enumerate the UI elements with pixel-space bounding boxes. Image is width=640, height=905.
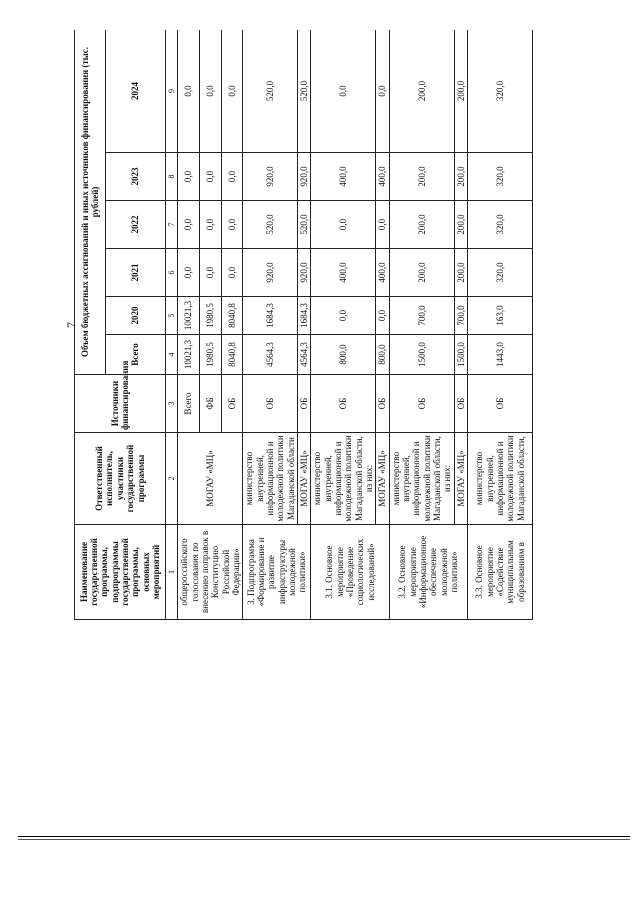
value-cell: 1500,0 <box>389 335 454 375</box>
value-cell: 700,0 <box>454 297 467 335</box>
header-year: 2024 <box>106 30 166 153</box>
source-cell: ОБ <box>311 375 376 433</box>
header-source: Источники финансирования <box>75 375 166 433</box>
value-cell: 700,0 <box>389 297 454 335</box>
header-volume: Объем бюджетных ассигнований и иных источников финансирования (тыс. рублей) <box>75 30 106 375</box>
source-cell: ОБ <box>297 375 310 433</box>
executor-cell: МОГАУ «МЦ» <box>376 433 389 525</box>
source-cell: Всего <box>178 375 200 433</box>
value-cell: 920,0 <box>297 249 310 297</box>
value-cell: 1980,5 <box>199 335 221 375</box>
source-cell: ОБ <box>468 375 533 433</box>
divider-line <box>18 836 630 837</box>
page-number: 7 <box>64 322 78 328</box>
value-cell: 0,0 <box>376 297 389 335</box>
col-number: 9 <box>166 30 178 153</box>
value-cell: 800,0 <box>311 335 376 375</box>
value-cell: 320,0 <box>468 249 533 297</box>
col-number: 3 <box>166 375 178 433</box>
value-cell: 0,0 <box>178 30 200 153</box>
value-cell: 0,0 <box>311 201 376 249</box>
value-cell: 0,0 <box>221 153 243 201</box>
value-cell: 4564,3 <box>297 335 310 375</box>
value-cell: 520,0 <box>297 30 310 153</box>
value-cell: 0,0 <box>199 153 221 201</box>
col-number: 7 <box>166 201 178 249</box>
value-cell: 1684,3 <box>297 297 310 335</box>
value-cell: 0,0 <box>199 30 221 153</box>
value-cell: 10021,3 <box>178 335 200 375</box>
source-cell: ОБ <box>243 375 298 433</box>
program-name: 3.2. Основное мероприятие «Информационное обеспечение молодежной политики» <box>389 525 467 620</box>
value-cell: 0,0 <box>376 30 389 153</box>
value-cell: 520,0 <box>243 201 298 249</box>
value-cell: 400,0 <box>376 249 389 297</box>
executor-cell: МОГАУ «МЦ» <box>454 433 467 525</box>
value-cell: 200,0 <box>389 153 454 201</box>
value-cell: 0,0 <box>221 30 243 153</box>
source-cell: ОБ <box>221 375 243 433</box>
value-cell: 1980,5 <box>199 297 221 335</box>
col-number: 4 <box>166 335 178 375</box>
executor-cell: министерство внутренней, информационной и молодежной политики Магаданской области, из них: <box>389 433 454 525</box>
col-number: 2 <box>166 433 178 525</box>
col-number: 8 <box>166 153 178 201</box>
table-row <box>243 30 298 620</box>
value-cell: 10021,3 <box>178 297 200 335</box>
value-cell: 800,0 <box>376 335 389 375</box>
value-cell: 1443,0 <box>468 335 533 375</box>
program-name: 3. Подпрограмма «Формирование и развитие инфраструктуры молодежной политики» <box>243 525 311 620</box>
value-cell: 0,0 <box>178 249 200 297</box>
value-cell: 200,0 <box>389 201 454 249</box>
program-name: общероссийского голосования по внесению поправок в Конституцию Российской Федерации» <box>178 525 243 620</box>
header-total: Всего <box>106 335 166 375</box>
divider-line <box>18 839 630 840</box>
value-cell: 0,0 <box>178 153 200 201</box>
funding-table <box>74 30 533 620</box>
rotated-page <box>56 30 611 620</box>
value-cell: 920,0 <box>297 153 310 201</box>
value-cell: 0,0 <box>311 297 376 335</box>
value-cell: 320,0 <box>468 153 533 201</box>
value-cell: 200,0 <box>454 249 467 297</box>
value-cell: 400,0 <box>376 153 389 201</box>
header-executor: Ответственный исполнитель, участники государственной программы <box>75 433 166 525</box>
value-cell: 200,0 <box>389 249 454 297</box>
value-cell: 320,0 <box>468 201 533 249</box>
header-name: Наименование государственной программы, подпрограммы государственной программы, основных мероприятий <box>75 525 166 620</box>
value-cell: 200,0 <box>454 153 467 201</box>
value-cell: 0,0 <box>199 201 221 249</box>
source-cell: ОБ <box>389 375 454 433</box>
value-cell: 0,0 <box>199 249 221 297</box>
executor-cell: МОГАУ «МЦ» <box>178 433 243 525</box>
source-cell: ОБ <box>376 375 389 433</box>
value-cell: 8040,8 <box>221 335 243 375</box>
program-name: 3.3. Основное мероприятие «Содействие муниципальным образованиям в <box>468 525 533 620</box>
col-number: 6 <box>166 249 178 297</box>
value-cell: 1684,3 <box>243 297 298 335</box>
value-cell: 1500,0 <box>454 335 467 375</box>
executor-cell: министерство внутренней, информационной и молодежной политики Магаданской области <box>243 433 298 525</box>
landscape-content <box>56 30 611 620</box>
value-cell: 320,0 <box>468 30 533 153</box>
program-name: 3.1. Основное мероприятие «Проведение социологических исследований» <box>311 525 389 620</box>
value-cell: 400,0 <box>311 249 376 297</box>
value-cell: 0,0 <box>376 201 389 249</box>
header-year: 2023 <box>106 153 166 201</box>
col-number: 1 <box>166 525 178 620</box>
value-cell: 200,0 <box>454 201 467 249</box>
value-cell: 4564,3 <box>243 335 298 375</box>
table-row <box>311 30 376 620</box>
source-cell: ОБ <box>454 375 467 433</box>
source-cell: ФБ <box>199 375 221 433</box>
col-number: 5 <box>166 297 178 335</box>
header-year: 2020 <box>106 297 166 335</box>
header-year: 2021 <box>106 249 166 297</box>
executor-cell: министерство внутренней, информационной и молодежной политики Магаданской области, <box>468 433 533 525</box>
value-cell: 200,0 <box>454 30 467 153</box>
table-row <box>389 30 454 620</box>
executor-cell: МОГАУ «МЦ» <box>297 433 310 525</box>
value-cell: 0,0 <box>221 201 243 249</box>
value-cell: 0,0 <box>221 249 243 297</box>
value-cell: 920,0 <box>243 153 298 201</box>
value-cell: 520,0 <box>297 201 310 249</box>
table-row <box>468 30 533 620</box>
value-cell: 8040,8 <box>221 297 243 335</box>
value-cell: 400,0 <box>311 153 376 201</box>
value-cell: 920,0 <box>243 249 298 297</box>
value-cell: 0,0 <box>311 30 376 153</box>
executor-cell: министерство внутренней, информационной и молодежной политики Магаданской области, из них: <box>311 433 376 525</box>
value-cell: 520,0 <box>243 30 298 153</box>
value-cell: 200,0 <box>389 30 454 153</box>
value-cell: 0,0 <box>178 201 200 249</box>
header-year: 2022 <box>106 201 166 249</box>
table-row <box>178 30 200 620</box>
value-cell: 163,0 <box>468 297 533 335</box>
